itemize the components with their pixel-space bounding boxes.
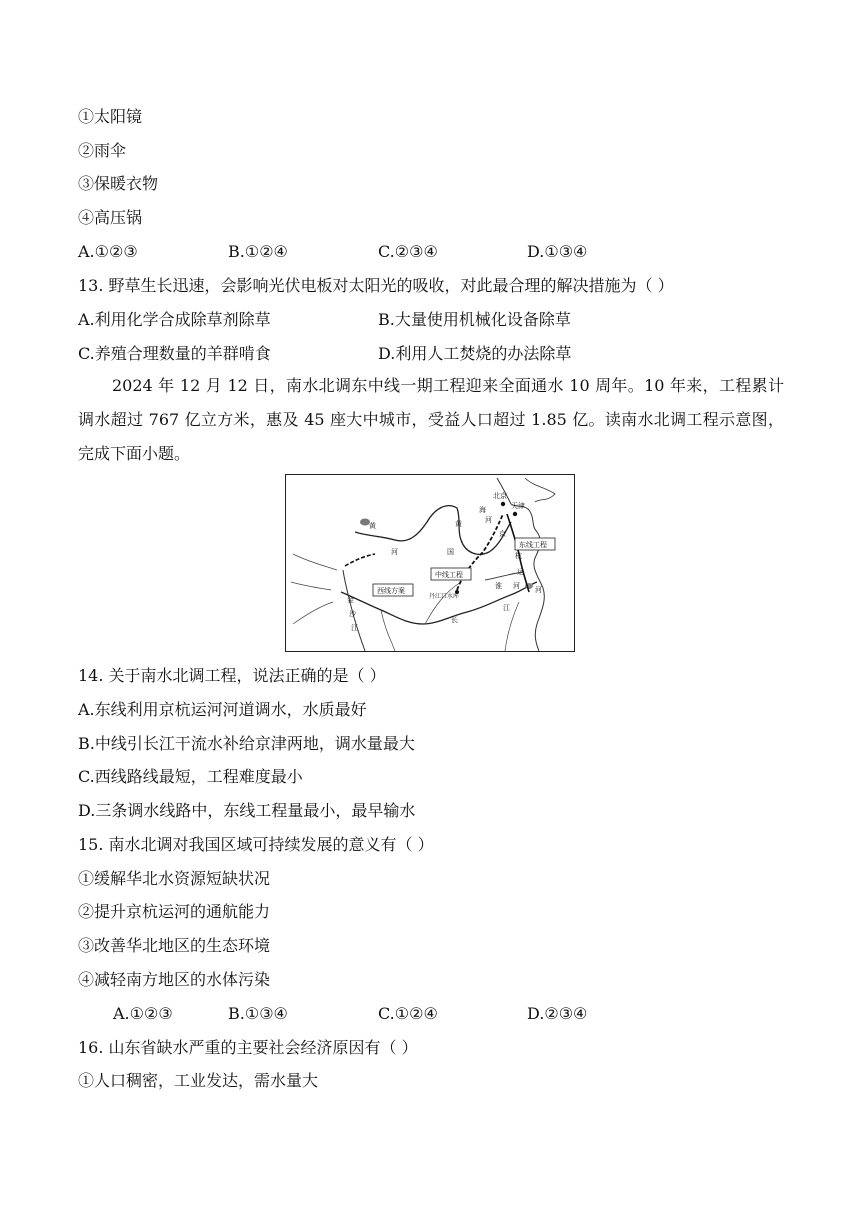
q16-item-1: ①人口稠密，工业发达，需水量大	[78, 1071, 319, 1090]
passage-text: 2024 年 12 月 12 日，南水北调东中线一期工程迎来全面通水 10 周年。10 年来，工程累计调水超过 767 亿立方米，惠及 45 座大中城市，受益人口超过 1.85 亿。读南水北调工程示意图，完成下面小题。	[78, 376, 784, 463]
q16-stem: 16. 山东省缺水严重的主要社会经济原因有（ ）	[78, 1038, 418, 1057]
q15-item-2: ②提升京杭运河的通航能力	[78, 902, 271, 921]
south-north-water-diversion-map	[285, 474, 575, 652]
map-label-jin: 金	[347, 596, 354, 604]
map-label-hang: 杭	[515, 552, 522, 560]
map-label-east-line: 东线工程	[519, 541, 547, 549]
q14-option-a: A.东线利用京杭运河河道调水，水质最好	[78, 700, 367, 719]
map-label-he2: 河	[485, 516, 492, 524]
q13-option-b: B.大量使用机械化设备除草	[378, 310, 571, 329]
map-label-huang2: 黄	[455, 520, 462, 528]
map-label-jiang: 江	[503, 604, 510, 612]
map-label-middle-line: 中线工程	[435, 571, 463, 579]
map-label-he1: 河	[391, 548, 398, 556]
map-label-he3: 河	[535, 586, 542, 594]
q15-option-b: B.①③④	[228, 1004, 288, 1023]
map-label-danjiangkou: 丹江口水库	[429, 593, 460, 600]
q15-item-3: ③改善华北地区的生态环境	[78, 936, 271, 955]
map-label-tianjin: 天津	[511, 502, 525, 510]
map-label-jing: 京	[499, 530, 506, 538]
q14-stem: 14. 关于南水北调工程，说法正确的是（ ）	[78, 666, 386, 685]
map-label-chang: 长	[451, 616, 458, 624]
q12-item-4: ④高压锅	[78, 208, 143, 227]
q12-option-b: B.①②④	[228, 242, 288, 261]
q15-option-a: A.①②③	[113, 1004, 173, 1023]
q15-stem: 15. 南水北调对我国区域可持续发展的意义有（ ）	[78, 835, 434, 854]
q14-option-c: C.西线路线最短，工程难度最小	[78, 767, 303, 786]
q14-option-b: B.中线引长江干流水补给京津两地，调水量最大	[78, 734, 415, 753]
q12-option-d: D.①③④	[527, 242, 588, 261]
q13-option-d: D.利用人工焚烧的办法除草	[378, 344, 572, 363]
q12-item-3: ③保暖衣物	[78, 174, 159, 193]
q13-option-c: C.养殖合理数量的羊群啃食	[78, 344, 271, 363]
q15-item-4: ④减轻南方地区的水体污染	[78, 970, 271, 989]
map-label-sha: 沙	[349, 610, 356, 618]
map-label-jiang2: 江	[351, 624, 358, 632]
map-label-hai: 海	[479, 506, 486, 514]
q12-item-2: ②雨伞	[78, 141, 127, 160]
map-label-he4: 河	[513, 582, 520, 590]
q12-option-c: C.②③④	[378, 242, 438, 261]
map-label-west-line: 西线方案	[377, 587, 405, 595]
q14-option-d: D.三条调水线路中，东线工程量最小，最早输水	[78, 801, 416, 820]
map-label-huang1: 黄	[369, 522, 376, 530]
map-label-guo: 国	[447, 548, 454, 556]
map-label-huai: 淮	[495, 582, 502, 590]
q15-item-1: ①缓解华北水资源短缺状况	[78, 869, 271, 888]
q13-stem: 13. 野草生长迅速，会影响光伏电板对太阳光的吸收，对此最合理的解决措施为（ ）	[78, 276, 674, 295]
q12-item-1: ①太阳镜	[78, 107, 143, 126]
map-label-beijing: 北京	[493, 492, 507, 500]
q15-option-d: D.②③④	[527, 1004, 588, 1023]
map-label-yun: 运	[517, 568, 524, 576]
q15-option-c: C.①②④	[378, 1004, 438, 1023]
q12-option-a: A.①②③	[78, 242, 138, 261]
q13-option-a: A.利用化学合成除草剂除草	[78, 310, 271, 329]
